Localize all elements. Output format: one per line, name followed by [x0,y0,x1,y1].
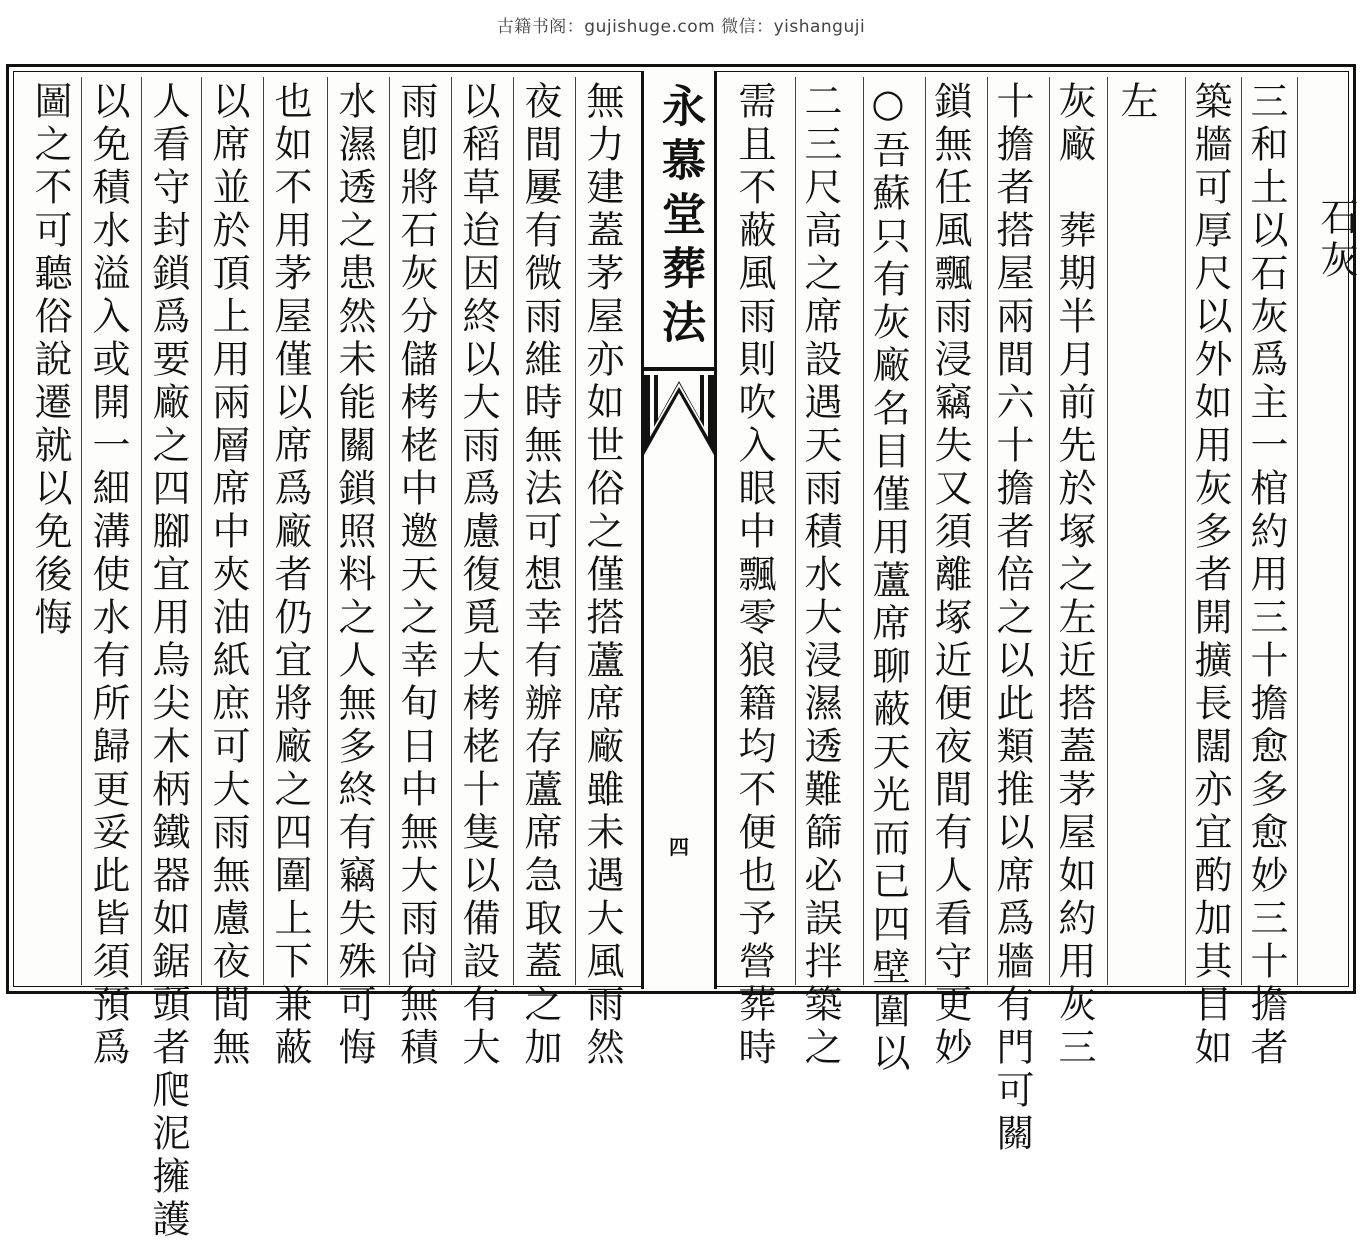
column-rule [201,77,202,985]
text-column: 需且不蔽風雨則吹入眼中飄零狼籍均不便也予營葬時 [732,81,776,1070]
book-title: 永慕堂葬法 [654,83,705,353]
column-rule [81,77,82,985]
column-rule [1049,77,1050,985]
column-rule [575,77,576,985]
text-column: 水濕透之患然未能關鎖照料之人無多終有竊失殊可悔 [332,81,376,1070]
center-spine [641,71,717,989]
column-rule [863,77,864,985]
text-column: 夜間屢有微雨維時無法可想幸有辦存蘆席急取蓋之加 [518,81,562,1070]
column-rule [1107,77,1108,985]
text-column: ○吾蘇只有灰廠名目僅用蘆席聊蔽天光而已四壁圍以 [866,81,910,1076]
column-rule [1297,77,1298,985]
section-heading-lime: 石灰 [1314,197,1358,283]
text-column: 也如不用茅屋僅以席爲廠者仍宜將廠之四圍上下兼蔽 [268,81,312,1070]
text-column: 以席並於頂上用兩層席中夾油紙庶可大雨無慮夜間無 [206,81,250,1070]
column-rule [513,77,514,985]
text-column: 鎖無任風飄雨浸竊失又須離塚近便夜間有人看守更妙 [928,81,972,1070]
text-column: 人看守封鎖爲要廠之四腳宜用烏尖木柄鐵器如鋸頭者爬泥擁護 [146,81,190,1242]
column-rule [327,77,328,985]
column-rule [389,77,390,985]
text-column: 雨卽將石灰分儲栲栳中邀天之幸旬日中無大雨尙無積 [394,81,438,1070]
book-spread [6,64,1358,1242]
column-rule [141,77,142,985]
text-column: 二三尺高之席設遇天雨積水大浸濕透難篩必誤拌築之 [798,81,842,1070]
column-rule [1241,77,1242,985]
text-column: 十擔者搭屋兩間六十擔者倍之以此類推以席爲牆有門可關 [990,81,1034,1156]
text-column: 圖之不可聽俗說遷就以免後悔 [28,81,72,640]
text-column: 以稻草迨因終以大雨爲慮復覓大栲栳十隻以備設有大 [456,81,500,1070]
text-column: 以免積水溢入或開一細溝使水有所歸更妥此皆須預爲 [86,81,130,1070]
column-rule [987,77,988,985]
text-column: 無力建蓋茅屋亦如世俗之僅搭蘆席廠雖未遇大風雨然 [580,81,624,1070]
text-column: 三和土以石灰爲主一棺約用三十擔愈多愈妙三十擔者 [1244,81,1288,1070]
column-rule [925,77,926,985]
column-rule [263,77,264,985]
site-watermark: 古籍书阁：gujishuge.com 微信：yishanguji [496,17,866,37]
title-divider [644,367,714,371]
column-rule [795,77,796,985]
page-number: 四 [669,835,689,859]
column-rule [1185,77,1186,985]
text-column: 左 [1114,81,1158,124]
column-rule [451,77,452,985]
text-column: 築牆可厚尺以外如用灰多者開擴長闊亦宜酌加其目如 [1188,81,1232,1070]
text-column: 灰廠 葬期半月前先於塚之左近搭蓋茅屋如約用灰三 [1052,81,1096,1070]
fish-tail-ornament [644,375,714,455]
